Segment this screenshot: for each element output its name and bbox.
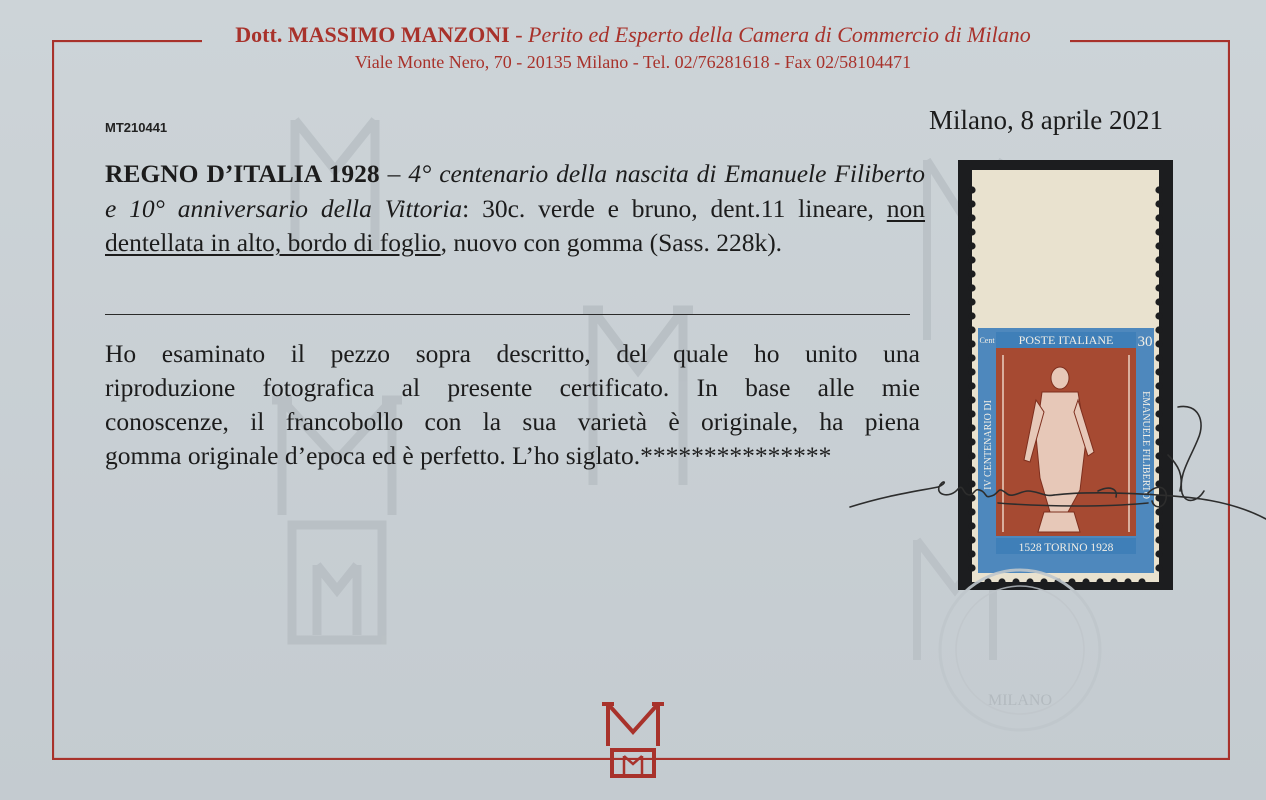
issuer-name: Dott. MASSIMO MANZONI bbox=[235, 22, 510, 47]
statement-line: riproduzione fotografica al presente certificato. In base alle mie bbox=[105, 373, 920, 402]
issuer-line bbox=[0, 22, 1266, 48]
stamp-photo bbox=[958, 160, 1173, 590]
stamp-description bbox=[105, 157, 925, 261]
divider-line bbox=[105, 314, 910, 315]
manzoni-logo bbox=[598, 698, 668, 778]
stamp-top-label: POSTE ITALIANE bbox=[1018, 333, 1114, 347]
description-condition: , nuovo con gomma (Sass. 228k). bbox=[440, 228, 783, 257]
statement-line: conoscenze, il francobollo con la sua varietà è originale, ha piena bbox=[105, 407, 920, 436]
issuer-address: Viale Monte Nero, 70 - 20135 Milano - Tel. 02/76281618 - Fax 02/58104471 bbox=[354, 52, 912, 72]
stamp-value: 30 bbox=[1137, 334, 1153, 350]
expert-statement bbox=[105, 337, 920, 473]
statement-line: Ho esaminato il pezzo sopra descritto, del quale ho unito una bbox=[105, 339, 920, 368]
description-title: REGNO D’ITALIA 1928 bbox=[105, 159, 380, 188]
stamp-cent-label: Cent bbox=[979, 336, 995, 345]
place-date: Milano, 8 aprile 2021 bbox=[929, 105, 1163, 135]
stamp-design bbox=[978, 328, 1154, 573]
description-details: : 30c. verde e bruno, dent.11 lineare, bbox=[462, 193, 887, 223]
statement-line: gomma originale d’epoca ed è perfetto. L’ho siglato.*************** bbox=[105, 441, 832, 470]
issuer-role: Perito ed Esperto della Camera di Commercio di Milano bbox=[528, 22, 1031, 47]
stamp-bottom-label: 1528 TORINO 1928 bbox=[1018, 542, 1114, 554]
stamp-left-text: IV CENTENARIO DI bbox=[983, 400, 994, 490]
description-dash: – bbox=[379, 159, 409, 188]
description-variety: non dentellata in alto, bordo di foglio bbox=[105, 193, 926, 257]
stamp-right-text: EMANUELE FILIBERTO bbox=[1140, 391, 1151, 499]
issuer-separator: - bbox=[509, 22, 529, 47]
seal-text: MILANO bbox=[988, 692, 1052, 709]
description-issue: 4° centenario della nascita di Emanuele Filiberto e 10° anniversario della Vittoria bbox=[105, 159, 926, 223]
certificate-number: MT210441 bbox=[105, 120, 168, 135]
